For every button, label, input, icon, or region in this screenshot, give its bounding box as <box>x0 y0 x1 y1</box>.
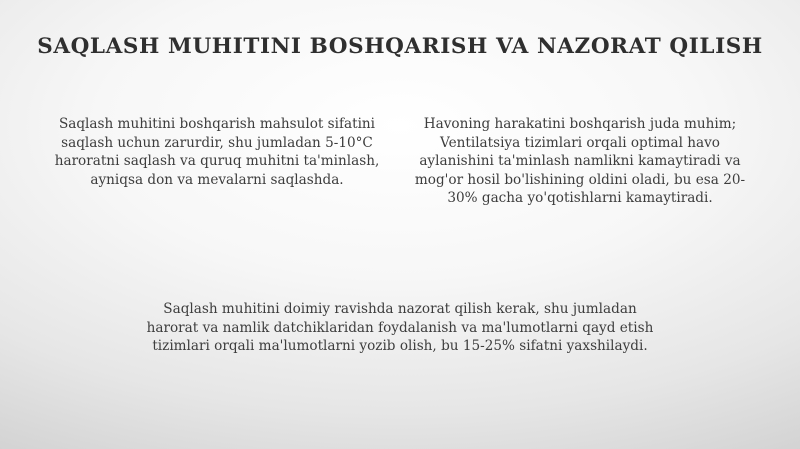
bottom-text-block: Saqlash muhitini doimiy ravishda nazorat qilish kerak, shu jumladan harorat va namlik datchiklaridan foydalanish va ma'lumotlarni qayd etish tizimlari orqali ma'lumotlarni yozib olish, bu 15-25% sifatni yaxshilaydi. <box>146 301 654 354</box>
right-text-block: Havoning harakatini boshqarish juda muhim; Ventilatsiya tizimlari orqali optimal havo aylanishini ta'minlash namlikni kamaytiradi va mog'or hosil bo'lishining oldini oladi, bu esa 20-30% gacha yo'qotishlarni kamaytiradi. <box>414 116 746 206</box>
left-text-block: Saqlash muhitini boshqarish mahsulot sifatini saqlash uchun zarurdir, shu jumladan 5-10°C haroratni saqlash va quruq muhitni ta'minlash, ayniqsa don va mevalarni saqlashda. <box>54 116 380 188</box>
slide-title: SAQLASH MUHITINI BOSHQARISH VA NAZORAT QILISH <box>37 34 763 59</box>
